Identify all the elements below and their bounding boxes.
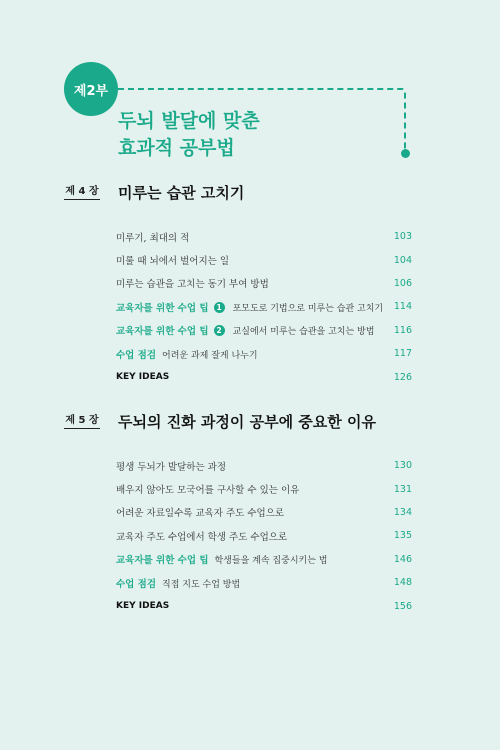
chapter-label: 제 5 장: [64, 414, 100, 429]
entry-page: 146: [393, 553, 412, 565]
entry-title: 배우지 않아도 모국어를 구사할 수 있는 이유: [116, 485, 300, 497]
chapter-heading: [64, 410, 412, 432]
toc-entry[interactable]: [64, 272, 412, 295]
entry-tag: 교육자를 위한 수업 팁: [116, 555, 209, 567]
entry-page: 114: [393, 301, 412, 313]
entry-title: 미룰 때 뇌에서 벌어지는 일: [116, 256, 230, 268]
connector-dot: [401, 149, 410, 158]
entry-title: 미루는 습관을 고치는 동기 부여 방법: [116, 279, 269, 291]
toc-entry[interactable]: [64, 248, 412, 271]
chapter-heading: [64, 181, 412, 203]
entry-page: 131: [393, 483, 412, 495]
chapter-title: 두뇌의 진화 과정이 공부에 중요한 이유: [118, 412, 376, 431]
entry-title: 포모도로 기법으로 미루는 습관 고치기: [232, 303, 384, 314]
toc-entry[interactable]: [64, 454, 412, 477]
toc-entry[interactable]: [64, 295, 412, 318]
entry-title-wrap: [116, 347, 372, 361]
entry-page: 130: [393, 460, 412, 472]
entry-tag: 수업 점검: [116, 578, 157, 590]
entry-title-wrap: [116, 576, 372, 590]
toc-entry[interactable]: [64, 225, 412, 248]
toc-entry[interactable]: [64, 501, 412, 524]
toc-entry[interactable]: [64, 365, 412, 388]
tip-number-badge: 1: [214, 302, 225, 313]
entry-page: 134: [393, 506, 412, 518]
entry-page: 116: [393, 324, 412, 336]
entry-title: 미루기, 최대의 적: [116, 232, 190, 244]
toc-entry[interactable]: [64, 571, 412, 594]
chapter-5: [64, 410, 412, 618]
toc-entry[interactable]: [64, 477, 412, 500]
entry-tag: 교육자를 위한 수업 팁: [116, 302, 209, 314]
entry-title-wrap: [116, 323, 374, 337]
part-badge: 제2부: [64, 62, 118, 116]
entry-title: KEY IDEAS: [116, 372, 170, 383]
entry-title: 학생들을 계속 집중시키는 법: [214, 556, 328, 567]
entry-title: 교실에서 미루는 습관을 고치는 방법: [232, 327, 375, 338]
entry-page: 103: [393, 231, 412, 243]
entry-title-wrap: [116, 552, 372, 566]
entry-title: KEY IDEAS: [116, 601, 170, 612]
toc-entry[interactable]: [64, 594, 412, 617]
entry-tag: 교육자를 위한 수업 팁: [116, 326, 209, 338]
chapter-4: [64, 181, 412, 389]
chapter-label: 제 4 장: [64, 185, 100, 200]
entry-page: 135: [393, 530, 412, 542]
entry-page: 148: [393, 577, 412, 589]
toc-entries: [64, 454, 412, 618]
entry-page: 106: [393, 277, 412, 289]
toc-entry[interactable]: [64, 548, 412, 571]
part-title-line1: 두뇌 발달에 맞춘: [118, 110, 260, 132]
entry-page: 156: [393, 600, 412, 612]
entry-tag: 수업 점검: [116, 349, 157, 361]
toc-entry[interactable]: [64, 319, 412, 342]
tip-number-badge: 2: [214, 325, 225, 336]
entry-page: 117: [393, 348, 412, 360]
entry-title: 평생 두뇌가 발달하는 과정: [116, 461, 227, 473]
entry-title: 직접 지도 수업 방법: [162, 579, 241, 590]
entry-title: 교육자 주도 수업에서 학생 주도 수업으로: [116, 531, 288, 543]
entry-page: 104: [393, 254, 412, 266]
part-title: [118, 108, 260, 162]
entry-page: 126: [393, 371, 412, 383]
entry-title: 어려운 과제 잘게 나누기: [162, 350, 258, 361]
toc-entry[interactable]: [64, 524, 412, 547]
entry-title-wrap: [116, 300, 383, 314]
toc-entries: [64, 225, 412, 389]
toc-entry[interactable]: [64, 342, 412, 365]
part-title-line2: 효과적 공부법: [118, 137, 235, 159]
entry-title: 어려운 자료일수록 교육자 주도 수업으로: [116, 508, 285, 520]
chapter-title: 미루는 습관 고치기: [118, 183, 245, 202]
